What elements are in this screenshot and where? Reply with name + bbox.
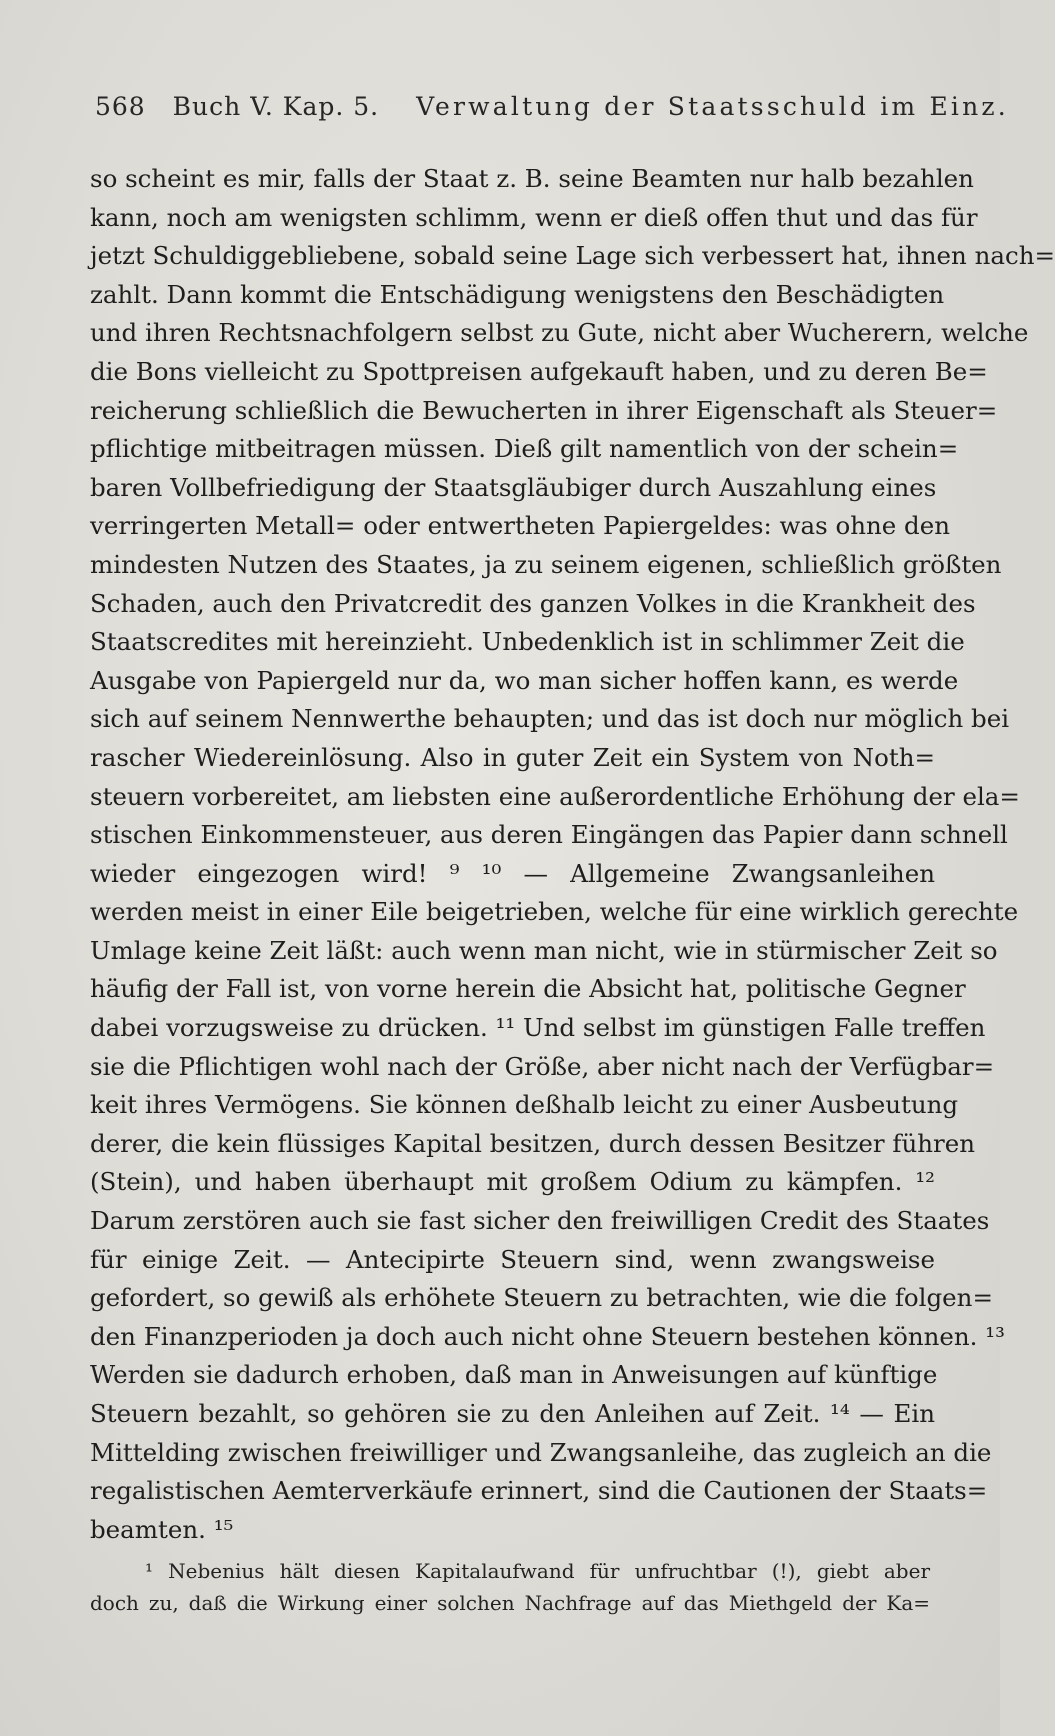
text-line: Schaden, auch den Privatcredit des ganzen Volkes in die Krankheit des [90,588,976,618]
text-line: und ihren Rechtsnachfolgern selbst zu Gute, nicht aber Wucherern, welche [90,318,1029,348]
text-line: regalistischen Aemterverkäufe erinnert, sind die Cautionen der Staats= [90,1476,988,1506]
body-text [90,160,1055,1549]
text-line: den Finanzperioden ja doch auch nicht ohne Steuern bestehen können. ¹³ [90,1321,1005,1351]
chapter-reference: Buch V. Kap. 5. [172,92,380,121]
text-line: sie die Pflichtigen wohl nach der Größe, aber nicht nach der Verfügbar= [90,1051,995,1081]
text-line: (Stein), und haben überhaupt mit großem Odium zu kämpfen. ¹² [90,1167,935,1197]
text-line: sich auf seinem Nennwerthe behaupten; und das ist doch nur möglich bei [90,704,1010,734]
text-line: werden meist in einer Eile beigetrieben, welche für eine wirklich gerechte [90,897,1019,927]
text-line: verringerten Metall= oder entwertheten Papiergeldes: was ohne den [90,511,951,541]
text-line: wieder eingezogen wird! ⁹ ¹⁰ — Allgemeine Zwangsanleihen [90,858,935,888]
text-line: mindesten Nutzen des Staates, ja zu seinem eigenen, schließlich größten [90,549,1002,579]
text-line: beamten. ¹⁵ [90,1514,234,1544]
text-line: so scheint es mir, falls der Staat z. B. seine Beamten nur halb bezahlen [90,164,974,193]
running-title: Verwaltung der Staatsschuld im Einz. [416,92,1009,121]
footnote-line: ¹ Nebenius hält diesen Kapitalaufwand für unfruchtbar (!), giebt aber [145,1559,930,1583]
text-line: keit ihres Vermögens. Sie können deßhalb leicht zu einer Ausbeutung [90,1090,959,1120]
text-line: häufig der Fall ist, von vorne herein die Absicht hat, politische Gegner [90,974,966,1004]
text-line: rascher Wiedereinlösung. Also in guter Zeit ein System von Noth= [90,742,935,772]
page-header [95,92,1009,132]
text-line: jetzt Schuldiggebliebene, sobald seine Lage sich verbessert hat, ihnen nach= [90,241,1055,271]
page-number: 568 [95,92,146,121]
text-line: steuern vorbereitet, am liebsten eine außerordentliche Erhöhung der ela= [90,781,1020,811]
text-line: Steuern bezahlt, so gehören sie zu den Anleihen auf Zeit. ¹⁴ — Ein [90,1399,935,1428]
text-line: die Bons vielleicht zu Spottpreisen aufgekauft haben, und zu deren Be= [90,356,988,386]
text-line: Umlage keine Zeit läßt: auch wenn man nicht, wie in stürmischer Zeit so [90,935,998,965]
footnote-line: doch zu, daß die Wirkung einer solchen Nachfrage auf das Miethgeld der Ka= [90,1591,930,1615]
text-line: zahlt. Dann kommt die Entschädigung wenigstens den Beschädigten [90,279,945,309]
text-line: kann, noch am wenigsten schlimm, wenn er dieß offen thut und das für [90,202,978,232]
text-line: dabei vorzugsweise zu drücken. ¹¹ Und selbst im günstigen Falle treffen [90,1013,986,1043]
text-line: reicherung schließlich die Bewucherten in ihrer Eigenschaft als Steuer= [90,395,998,425]
text-line: stischen Einkommensteuer, aus deren Eingängen das Papier dann schnell [90,820,1008,850]
text-line: Ausgabe von Papiergeld nur da, wo man sicher hoffen kann, es werde [90,665,959,695]
text-line: derer, die kein flüssiges Kapital besitzen, durch dessen Besitzer führen [90,1128,976,1158]
text-line: Werden sie dadurch erhoben, daß man in Anweisungen auf künftige [90,1360,938,1390]
footnotes [90,1555,930,1619]
text-line: Mittelding zwischen freiwilliger und Zwangsanleihe, das zugleich an die [90,1437,992,1467]
text-line: Darum zerstören auch sie fast sicher den freiwilligen Credit des Staates [90,1206,990,1236]
text-line: baren Vollbefriedigung der Staatsgläubiger durch Auszahlung eines [90,472,937,502]
text-line: für einige Zeit. — Antecipirte Steuern sind, wenn zwangsweise [90,1244,935,1274]
text-line: gefordert, so gewiß als erhöhete Steuern zu betrachten, wie die folgen= [90,1283,993,1313]
text-line: pflichtige mitbeitragen müssen. Dieß gilt namentlich von der schein= [90,434,959,464]
text-line: Staatscredites mit hereinzieht. Unbedenklich ist in schlimmer Zeit die [90,627,965,657]
